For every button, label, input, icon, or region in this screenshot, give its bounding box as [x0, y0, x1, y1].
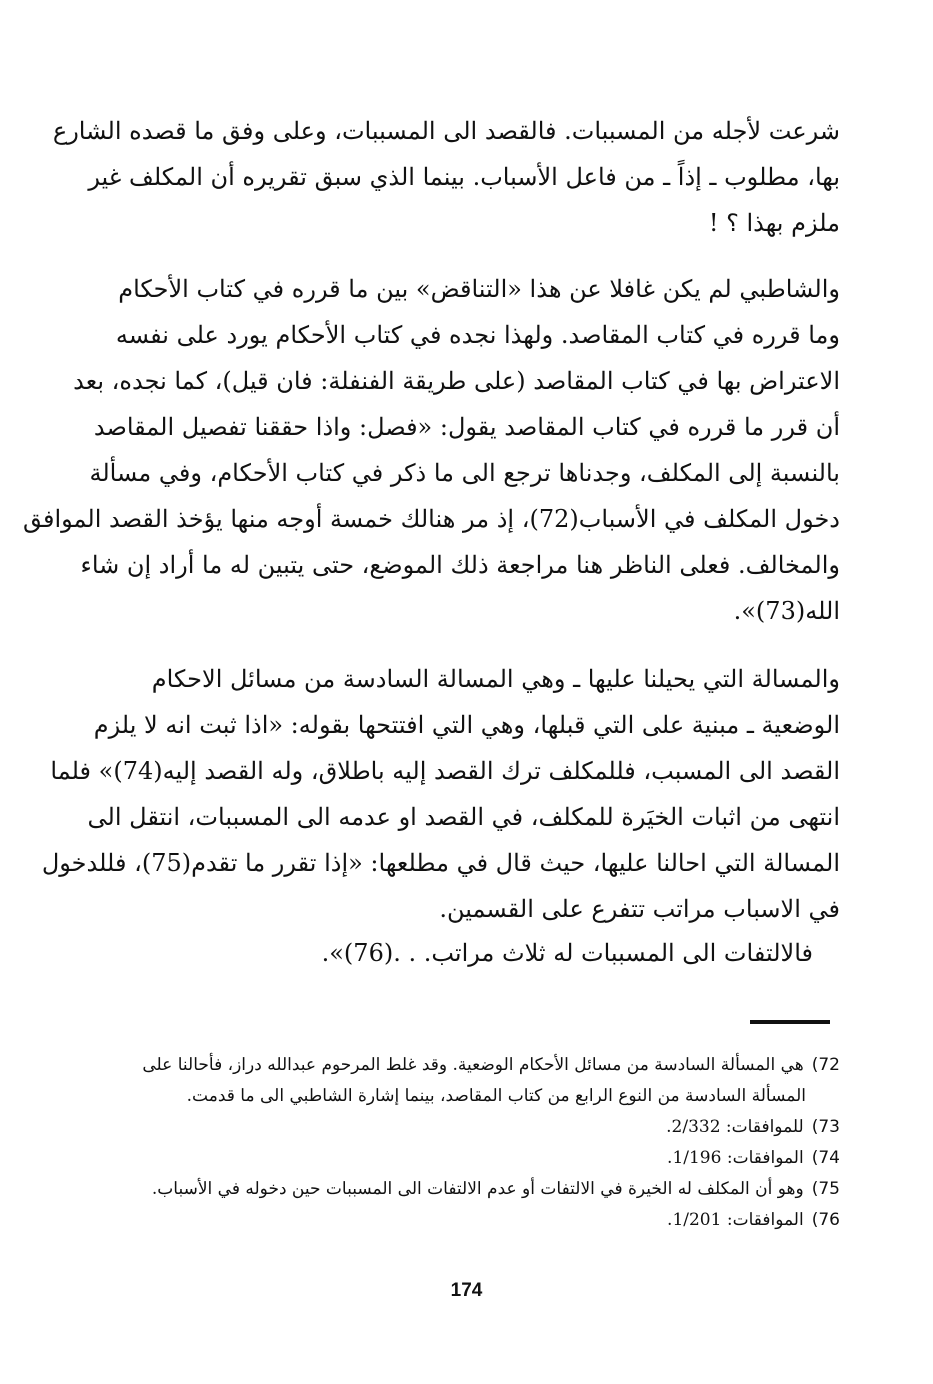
footnote-text: للموافقات: 2/332. — [666, 1117, 804, 1137]
footnote-text: الموافقات: 1/201. — [667, 1210, 804, 1230]
text-line: بالنسبة إلى المكلف، وجدناها ترجع الى ما ذكر في كتاب الأحكام، وفي مسألة — [89, 459, 840, 487]
paragraph-4-quote — [322, 930, 813, 976]
paragraph-3 — [41, 656, 840, 932]
footnote-number: 74) — [811, 1148, 840, 1168]
footnote-number: 72) — [811, 1055, 840, 1075]
footnote-72 — [60, 1050, 840, 1112]
text-line: انتهى من اثبات الخيَرة للمكلف، في القصد او عدمه الى المسببات، انتقل الى — [87, 803, 840, 831]
text-line: الله(73)». — [733, 597, 840, 625]
text-line: والمخالف. فعلى الناظر هنا مراجعة ذلك الموضع، حتى يتبين له ما أراد إن شاء — [80, 551, 840, 579]
page-number: 174 — [450, 1280, 483, 1301]
footnote-number: 76) — [811, 1210, 840, 1230]
footnote-75 — [60, 1174, 840, 1205]
text-line: شرعت لأجله من المسببات. فالقصد الى المسببات، وعلى وفق ما قصده الشارع — [52, 117, 840, 145]
footnote-73 — [60, 1112, 840, 1143]
paragraph-1 — [52, 108, 840, 246]
footnote-text: الموافقات: 1/196. — [667, 1148, 804, 1168]
text-line: القصد الى المسبب، فللمكلف ترك القصد إليه باطلاق، وله القصد إليه(74)» فلما — [50, 757, 840, 785]
footnote-number: 73) — [811, 1117, 840, 1137]
footnote-number: 75) — [811, 1179, 840, 1199]
footnote-text: وهو أن المكلف له الخيرة في الالتفات أو عدم الالتفات الى المسببات حين دخوله في الأسباب. — [151, 1179, 804, 1199]
footnote-text: هي المسألة السادسة من مسائل الأحكام الوضعية. وقد غلط المرحوم عبدالله دراز، فأحالنا على — [142, 1055, 804, 1075]
text-line: وما قرره في كتاب المقاصد. ولهذا نجده في كتاب الأحكام يورد على نفسه — [115, 321, 840, 349]
text-line: الوضعية ـ مبنية على التي قبلها، وهي التي افتتحها بقوله: «اذا ثبت انه لا يلزم — [93, 711, 840, 739]
footnote-74 — [60, 1143, 840, 1174]
text-line: والمسالة التي يحيلنا عليها ـ وهي المسالة السادسة من مسائل الاحكام — [151, 665, 840, 693]
text-line: أن قرر ما قرره في كتاب المقاصد يقول: «فصل: واذا حققنا تفصيل المقاصد — [93, 413, 840, 441]
text-line: دخول المكلف في الأسباب(72)، إذ مر هنالك خمسة أوجه منها يؤخذ القصد الموافق — [22, 505, 840, 533]
text-line: في الاسباب مراتب تتفرع على القسمين. — [439, 895, 840, 923]
text-line: فالالتفات الى المسببات له ثلاث مراتب. . .(76)». — [321, 939, 813, 967]
footnote-divider — [750, 1020, 830, 1024]
text-line: الاعتراض بها في كتاب المقاصد (على طريقة الفنفلة: فان قيل)، كما نجده، بعد — [73, 367, 840, 395]
footnote-76 — [60, 1205, 840, 1236]
footnote-text-continued: المسألة السادسة من النوع الرابع من كتاب المقاصد، بينما إشارة الشاطبي الى ما قدمت. — [186, 1086, 806, 1106]
text-line: المسالة التي احالنا عليها، حيث قال في مطلعها: «إذا تقرر ما تقدم(75)، فللدخول — [41, 849, 840, 877]
paragraph-2 — [22, 266, 840, 634]
text-line: والشاطبي لم يكن غافلا عن هذا «التناقض» بين ما قرره في كتاب الأحكام — [118, 275, 840, 303]
text-line: ملزم بهذا ؟ ! — [708, 209, 840, 237]
footnotes-section — [60, 1050, 840, 1236]
text-line: بها، مطلوب ـ إذاً ـ من فاعل الأسباب. بينما الذي سبق تقريره أن المكلف غير — [88, 163, 840, 191]
